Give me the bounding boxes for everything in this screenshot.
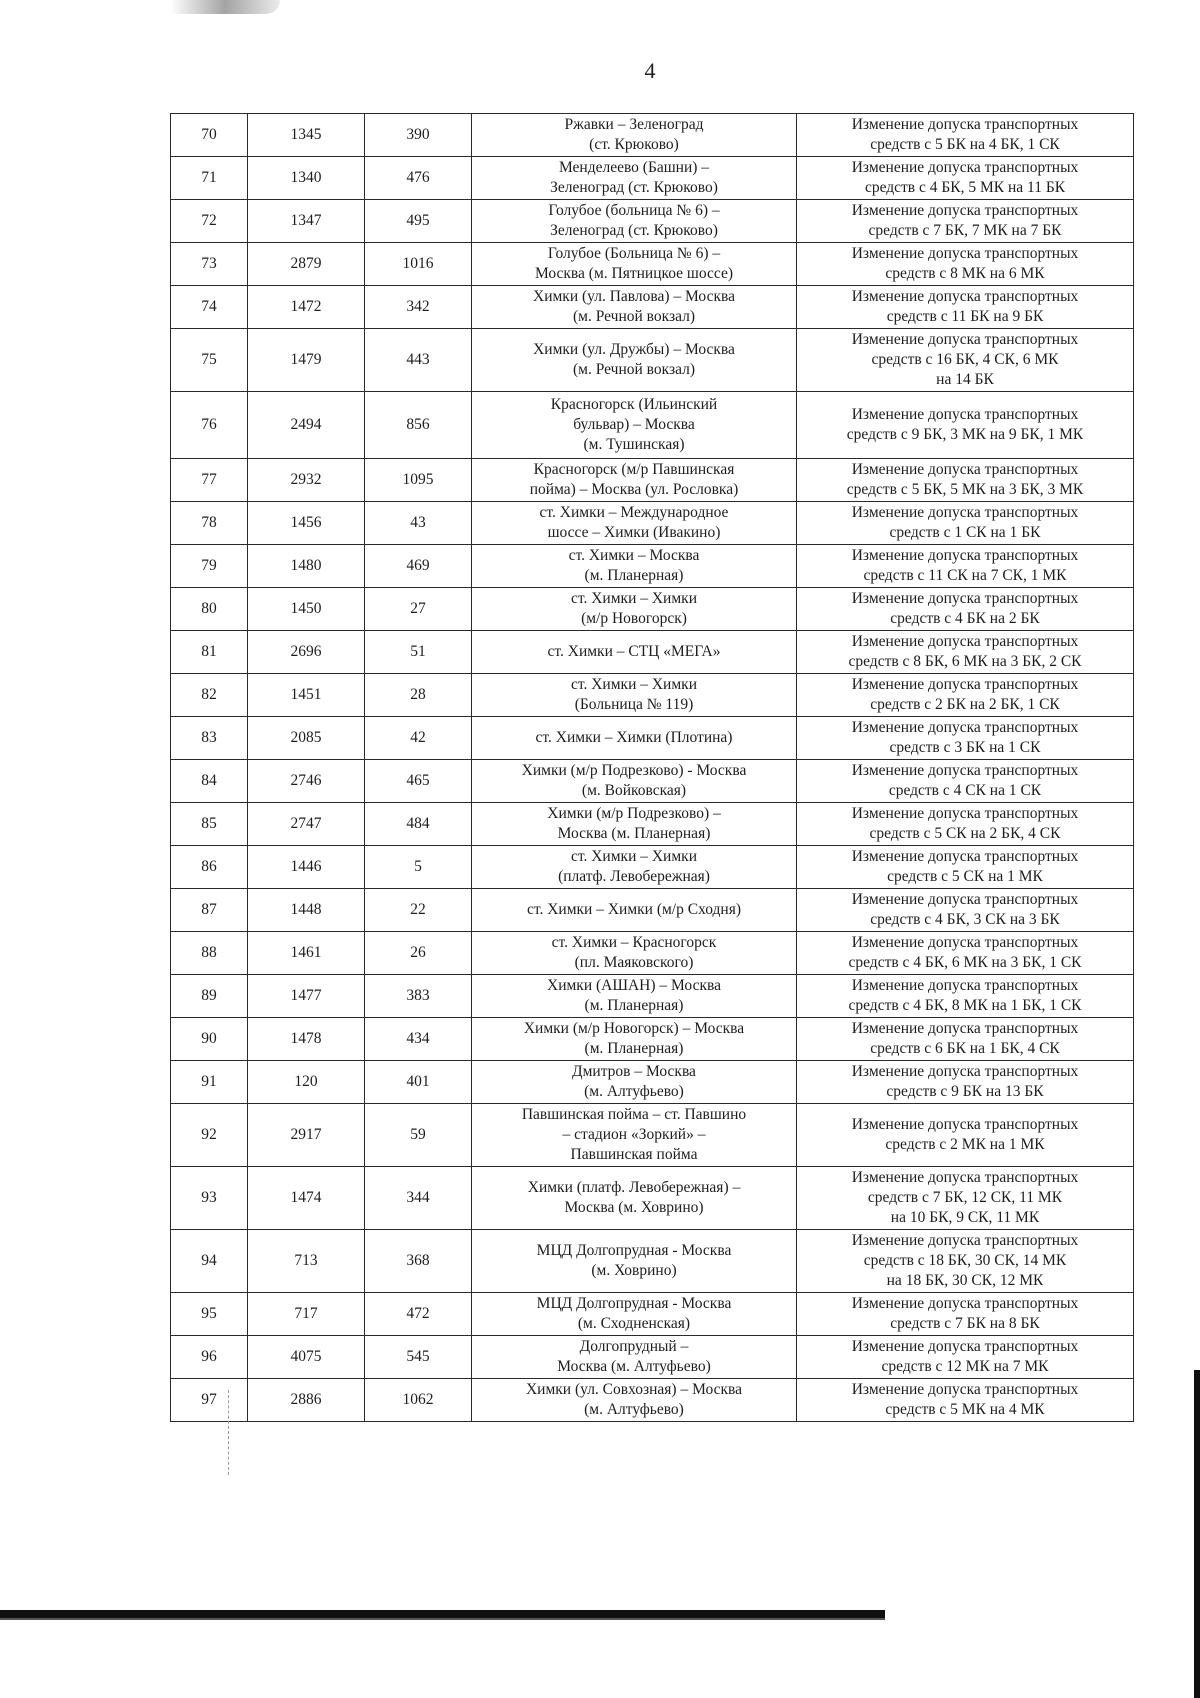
row-number-cell: 96 bbox=[171, 1336, 248, 1379]
registration-number-cell: 713 bbox=[248, 1230, 365, 1293]
route-name-cell: ст. Химки – Химки (Плотина) bbox=[472, 717, 797, 760]
route-name-cell: Павшинская пойма – ст. Павшино – стадион «Зоркий» – Павшинская пойма bbox=[472, 1104, 797, 1167]
row-number-cell: 91 bbox=[171, 1061, 248, 1104]
registration-number-cell: 1461 bbox=[248, 932, 365, 975]
route-number-cell: 1016 bbox=[365, 243, 472, 286]
page-number: 4 bbox=[644, 58, 656, 83]
registration-number-cell: 1480 bbox=[248, 545, 365, 588]
table-row bbox=[171, 889, 1134, 932]
row-number-cell: 77 bbox=[171, 459, 248, 502]
change-description-cell: Изменение допуска транспортных средств с 9 БК на 13 БК bbox=[797, 1061, 1134, 1104]
registration-number-cell: 2494 bbox=[248, 392, 365, 459]
registration-number-cell: 2879 bbox=[248, 243, 365, 286]
route-name-cell: ст. Химки – Международное шоссе – Химки (Ивакино) bbox=[472, 502, 797, 545]
table-row bbox=[171, 392, 1134, 459]
registration-number-cell: 1456 bbox=[248, 502, 365, 545]
scan-edge bbox=[1194, 1370, 1200, 1698]
registration-number-cell: 1479 bbox=[248, 329, 365, 392]
row-number-cell: 75 bbox=[171, 329, 248, 392]
row-number-cell: 81 bbox=[171, 631, 248, 674]
row-number-cell: 87 bbox=[171, 889, 248, 932]
route-number-cell: 26 bbox=[365, 932, 472, 975]
row-number-cell: 73 bbox=[171, 243, 248, 286]
change-description-cell: Изменение допуска транспортных средств с 2 БК на 2 БК, 1 СК bbox=[797, 674, 1134, 717]
change-description-cell: Изменение допуска транспортных средств с 1 СК на 1 БК bbox=[797, 502, 1134, 545]
registration-number-cell: 1472 bbox=[248, 286, 365, 329]
change-description-cell: Изменение допуска транспортных средств с 2 МК на 1 МК bbox=[797, 1104, 1134, 1167]
registration-number-cell: 2085 bbox=[248, 717, 365, 760]
registration-number-cell: 1347 bbox=[248, 200, 365, 243]
route-number-cell: 59 bbox=[365, 1104, 472, 1167]
change-description-cell: Изменение допуска транспортных средств с 7 БК, 12 СК, 11 МК на 10 БК, 9 СК, 11 МК bbox=[797, 1167, 1134, 1230]
change-description-cell: Изменение допуска транспортных средств с 7 БК, 7 МК на 7 БК bbox=[797, 200, 1134, 243]
route-number-cell: 495 bbox=[365, 200, 472, 243]
registration-number-cell: 1451 bbox=[248, 674, 365, 717]
change-description-cell: Изменение допуска транспортных средств с 11 БК на 9 БК bbox=[797, 286, 1134, 329]
route-number-cell: 22 bbox=[365, 889, 472, 932]
registration-number-cell: 1478 bbox=[248, 1018, 365, 1061]
routes-table-body bbox=[171, 114, 1134, 1422]
table-row bbox=[171, 631, 1134, 674]
routes-table bbox=[170, 113, 1134, 1422]
registration-number-cell: 717 bbox=[248, 1293, 365, 1336]
route-name-cell: Химки (платф. Левобережная) – Москва (м. Ховрино) bbox=[472, 1167, 797, 1230]
registration-number-cell: 120 bbox=[248, 1061, 365, 1104]
bottom-rule-thin bbox=[0, 1618, 885, 1620]
route-name-cell: Долгопрудный – Москва (м. Алтуфьево) bbox=[472, 1336, 797, 1379]
route-number-cell: 28 bbox=[365, 674, 472, 717]
table-row bbox=[171, 1167, 1134, 1230]
route-number-cell: 383 bbox=[365, 975, 472, 1018]
table-row bbox=[171, 975, 1134, 1018]
registration-number-cell: 2747 bbox=[248, 803, 365, 846]
route-name-cell: ст. Химки – СТЦ «МЕГА» bbox=[472, 631, 797, 674]
row-number-cell: 97 bbox=[171, 1379, 248, 1422]
change-description-cell: Изменение допуска транспортных средств с 18 БК, 30 СК, 14 МК на 18 БК, 30 СК, 12 МК bbox=[797, 1230, 1134, 1293]
change-description-cell: Изменение допуска транспортных средств с 4 БК, 6 МК на 3 БК, 1 СК bbox=[797, 932, 1134, 975]
change-description-cell: Изменение допуска транспортных средств с 9 БК, 3 МК на 9 БК, 1 МК bbox=[797, 392, 1134, 459]
registration-number-cell: 1340 bbox=[248, 157, 365, 200]
table-row bbox=[171, 1293, 1134, 1336]
route-name-cell: Химки (ул. Совхозная) – Москва (м. Алтуфьево) bbox=[472, 1379, 797, 1422]
table-row bbox=[171, 1379, 1134, 1422]
route-number-cell: 1095 bbox=[365, 459, 472, 502]
route-name-cell: ст. Химки – Красногорск (пл. Маяковского) bbox=[472, 932, 797, 975]
row-number-cell: 82 bbox=[171, 674, 248, 717]
table-row bbox=[171, 1104, 1134, 1167]
change-description-cell: Изменение допуска транспортных средств с 5 БК, 5 МК на 3 БК, 3 МК bbox=[797, 459, 1134, 502]
table-row bbox=[171, 459, 1134, 502]
row-number-cell: 78 bbox=[171, 502, 248, 545]
table-row bbox=[171, 1230, 1134, 1293]
table-row bbox=[171, 114, 1134, 157]
change-description-cell: Изменение допуска транспортных средств с 5 МК на 4 МК bbox=[797, 1379, 1134, 1422]
row-number-cell: 76 bbox=[171, 392, 248, 459]
table-row bbox=[171, 1336, 1134, 1379]
change-description-cell: Изменение допуска транспортных средств с 7 БК на 8 БК bbox=[797, 1293, 1134, 1336]
route-number-cell: 484 bbox=[365, 803, 472, 846]
route-number-cell: 476 bbox=[365, 157, 472, 200]
route-name-cell: Менделеево (Башни) – Зеленоград (ст. Крюково) bbox=[472, 157, 797, 200]
table-row bbox=[171, 545, 1134, 588]
row-number-cell: 95 bbox=[171, 1293, 248, 1336]
row-number-cell: 85 bbox=[171, 803, 248, 846]
change-description-cell: Изменение допуска транспортных средств с 11 СК на 7 СК, 1 МК bbox=[797, 545, 1134, 588]
route-name-cell: Химки (ул. Павлова) – Москва (м. Речной вокзал) bbox=[472, 286, 797, 329]
route-name-cell: Химки (м/р Новогорск) – Москва (м. Планерная) bbox=[472, 1018, 797, 1061]
registration-number-cell: 2696 bbox=[248, 631, 365, 674]
table-row bbox=[171, 243, 1134, 286]
route-name-cell: МЦД Долгопрудная - Москва (м. Сходненская) bbox=[472, 1293, 797, 1336]
change-description-cell: Изменение допуска транспортных средств с 5 СК на 2 БК, 4 СК bbox=[797, 803, 1134, 846]
route-name-cell: Голубое (больница № 6) – Зеленоград (ст. Крюково) bbox=[472, 200, 797, 243]
table-row bbox=[171, 717, 1134, 760]
route-name-cell: Химки (ул. Дружбы) – Москва (м. Речной вокзал) bbox=[472, 329, 797, 392]
route-name-cell: ст. Химки – Химки (м/р Новогорск) bbox=[472, 588, 797, 631]
row-number-cell: 70 bbox=[171, 114, 248, 157]
bottom-rule bbox=[0, 1610, 885, 1618]
route-name-cell: Химки (м/р Подрезково) - Москва (м. Войковская) bbox=[472, 760, 797, 803]
change-description-cell: Изменение допуска транспортных средств с 4 БК, 3 СК на 3 БК bbox=[797, 889, 1134, 932]
row-number-cell: 92 bbox=[171, 1104, 248, 1167]
table-row bbox=[171, 760, 1134, 803]
change-description-cell: Изменение допуска транспортных средств с 4 СК на 1 СК bbox=[797, 760, 1134, 803]
route-number-cell: 443 bbox=[365, 329, 472, 392]
table-row bbox=[171, 1018, 1134, 1061]
change-description-cell: Изменение допуска транспортных средств с 6 БК на 1 БК, 4 СК bbox=[797, 1018, 1134, 1061]
row-number-cell: 79 bbox=[171, 545, 248, 588]
route-number-cell: 27 bbox=[365, 588, 472, 631]
row-number-cell: 88 bbox=[171, 932, 248, 975]
route-number-cell: 5 bbox=[365, 846, 472, 889]
row-number-cell: 94 bbox=[171, 1230, 248, 1293]
table-row bbox=[171, 329, 1134, 392]
table-row bbox=[171, 588, 1134, 631]
table-row bbox=[171, 200, 1134, 243]
row-number-cell: 90 bbox=[171, 1018, 248, 1061]
route-number-cell: 390 bbox=[365, 114, 472, 157]
margin-line bbox=[228, 1390, 230, 1475]
row-number-cell: 72 bbox=[171, 200, 248, 243]
change-description-cell: Изменение допуска транспортных средств с 5 БК на 4 БК, 1 СК bbox=[797, 114, 1134, 157]
registration-number-cell: 2886 bbox=[248, 1379, 365, 1422]
table-row bbox=[171, 846, 1134, 889]
route-number-cell: 545 bbox=[365, 1336, 472, 1379]
registration-number-cell: 1345 bbox=[248, 114, 365, 157]
route-name-cell: Красногорск (Ильинский бульвар) – Москва (м. Тушинская) bbox=[472, 392, 797, 459]
route-number-cell: 1062 bbox=[365, 1379, 472, 1422]
registration-number-cell: 1448 bbox=[248, 889, 365, 932]
change-description-cell: Изменение допуска транспортных средств с 4 БК на 2 БК bbox=[797, 588, 1134, 631]
route-name-cell: Ржавки – Зеленоград (ст. Крюково) bbox=[472, 114, 797, 157]
registration-number-cell: 1474 bbox=[248, 1167, 365, 1230]
route-name-cell: ст. Химки – Москва (м. Планерная) bbox=[472, 545, 797, 588]
route-name-cell: Химки (АШАН) – Москва (м. Планерная) bbox=[472, 975, 797, 1018]
change-description-cell: Изменение допуска транспортных средств с 5 СК на 1 МК bbox=[797, 846, 1134, 889]
registration-number-cell: 2917 bbox=[248, 1104, 365, 1167]
row-number-cell: 89 bbox=[171, 975, 248, 1018]
registration-number-cell: 2746 bbox=[248, 760, 365, 803]
table-row bbox=[171, 157, 1134, 200]
row-number-cell: 86 bbox=[171, 846, 248, 889]
route-number-cell: 472 bbox=[365, 1293, 472, 1336]
scan-smudge bbox=[170, 0, 280, 14]
registration-number-cell: 1477 bbox=[248, 975, 365, 1018]
route-name-cell: ст. Химки – Химки (м/р Сходня) bbox=[472, 889, 797, 932]
table-row bbox=[171, 286, 1134, 329]
route-number-cell: 434 bbox=[365, 1018, 472, 1061]
route-name-cell: Дмитров – Москва (м. Алтуфьево) bbox=[472, 1061, 797, 1104]
route-number-cell: 401 bbox=[365, 1061, 472, 1104]
table-row bbox=[171, 674, 1134, 717]
route-name-cell: МЦД Долгопрудная - Москва (м. Ховрино) bbox=[472, 1230, 797, 1293]
table-row bbox=[171, 502, 1134, 545]
route-number-cell: 43 bbox=[365, 502, 472, 545]
row-number-cell: 71 bbox=[171, 157, 248, 200]
route-name-cell: Красногорск (м/р Павшинская пойма) – Москва (ул. Рословка) bbox=[472, 459, 797, 502]
route-name-cell: Голубое (Больница № 6) – Москва (м. Пятницкое шоссе) bbox=[472, 243, 797, 286]
route-number-cell: 465 bbox=[365, 760, 472, 803]
change-description-cell: Изменение допуска транспортных средств с 4 БК, 8 МК на 1 БК, 1 СК bbox=[797, 975, 1134, 1018]
route-number-cell: 51 bbox=[365, 631, 472, 674]
change-description-cell: Изменение допуска транспортных средств с 8 БК, 6 МК на 3 БК, 2 СК bbox=[797, 631, 1134, 674]
registration-number-cell: 1446 bbox=[248, 846, 365, 889]
row-number-cell: 93 bbox=[171, 1167, 248, 1230]
route-number-cell: 469 bbox=[365, 545, 472, 588]
change-description-cell: Изменение допуска транспортных средств с 4 БК, 5 МК на 11 БК bbox=[797, 157, 1134, 200]
registration-number-cell: 2932 bbox=[248, 459, 365, 502]
route-name-cell: Химки (м/р Подрезково) – Москва (м. Планерная) bbox=[472, 803, 797, 846]
row-number-cell: 80 bbox=[171, 588, 248, 631]
table-row bbox=[171, 932, 1134, 975]
route-number-cell: 344 bbox=[365, 1167, 472, 1230]
table-row bbox=[171, 803, 1134, 846]
change-description-cell: Изменение допуска транспортных средств с 8 МК на 6 МК bbox=[797, 243, 1134, 286]
change-description-cell: Изменение допуска транспортных средств с 3 БК на 1 СК bbox=[797, 717, 1134, 760]
row-number-cell: 83 bbox=[171, 717, 248, 760]
change-description-cell: Изменение допуска транспортных средств с 12 МК на 7 МК bbox=[797, 1336, 1134, 1379]
route-number-cell: 42 bbox=[365, 717, 472, 760]
route-number-cell: 342 bbox=[365, 286, 472, 329]
route-name-cell: ст. Химки – Химки (платф. Левобережная) bbox=[472, 846, 797, 889]
route-number-cell: 368 bbox=[365, 1230, 472, 1293]
table-row bbox=[171, 1061, 1134, 1104]
registration-number-cell: 1450 bbox=[248, 588, 365, 631]
registration-number-cell: 4075 bbox=[248, 1336, 365, 1379]
change-description-cell: Изменение допуска транспортных средств с 16 БК, 4 СК, 6 МК на 14 БК bbox=[797, 329, 1134, 392]
row-number-cell: 84 bbox=[171, 760, 248, 803]
route-number-cell: 856 bbox=[365, 392, 472, 459]
route-name-cell: ст. Химки – Химки (Больница № 119) bbox=[472, 674, 797, 717]
row-number-cell: 74 bbox=[171, 286, 248, 329]
